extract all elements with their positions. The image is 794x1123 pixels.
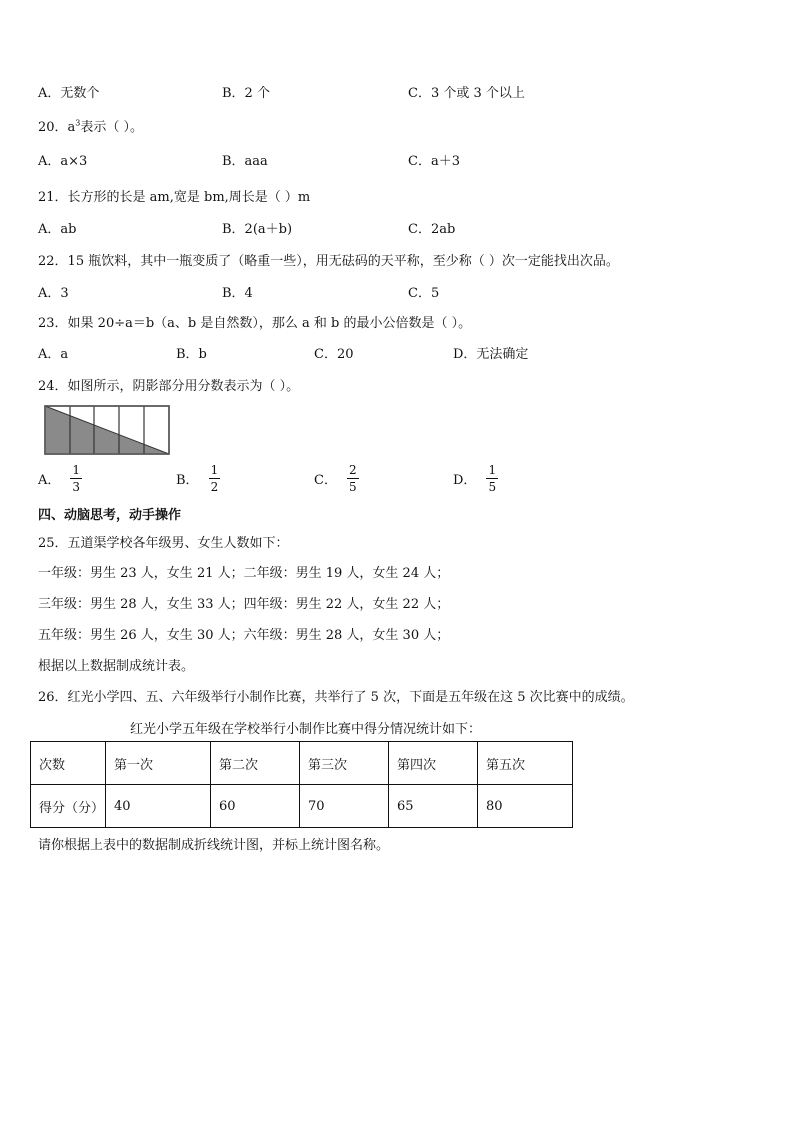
table-cell: 60 bbox=[211, 785, 300, 828]
section-title: 四、动脑思考，动手操作 bbox=[38, 508, 182, 523]
table-title: 红光小学五年级在学校举行小制作比赛中得分情况统计如下： bbox=[130, 722, 482, 737]
q22-option-a: A．3 bbox=[38, 286, 69, 301]
q25-data-line: 五年级：男生 26 人，女生 30 人；六年级：男生 28 人，女生 30 人； bbox=[38, 628, 450, 643]
q20-option-a: A．a×3 bbox=[38, 154, 88, 169]
table-cell: 65 bbox=[389, 785, 478, 828]
table-header-row bbox=[31, 742, 573, 785]
table-header-cell: 第五次 bbox=[478, 742, 573, 785]
q25-data-line: 一年级：男生 23 人，女生 21 人；二年级：男生 19 人，女生 24 人； bbox=[38, 566, 450, 581]
q21-option-b: B．2(a＋b) bbox=[222, 222, 293, 237]
q24-option-d: D． $\frac{1}{5}$ bbox=[453, 463, 497, 494]
q23-stem: 23．如果 20÷a＝b（a、b 是自然数），那么 a 和 b 的最小公倍数是（ ）。 bbox=[38, 316, 472, 331]
q22-option-b: B．4 bbox=[222, 286, 253, 301]
q23-option-b: B．b bbox=[176, 347, 207, 362]
table-cell: 80 bbox=[478, 785, 573, 828]
table-header-cell: 第三次 bbox=[300, 742, 389, 785]
q20-option-c: C．a＋3 bbox=[408, 154, 460, 169]
q22-stem: 22．15 瓶饮料，其中一瓶变质了（略重一些），用无砝码的天平称，至少称（ ）次一定能找出次品。 bbox=[38, 254, 619, 269]
table-cell: 得分（分） bbox=[31, 785, 106, 828]
q22-option-c: C．5 bbox=[408, 286, 440, 301]
q21-option-a: A．ab bbox=[38, 222, 77, 237]
q25-stem: 25．五道渠学校各年级男、女生人数如下： bbox=[38, 536, 289, 551]
q23-option-d: D．无法确定 bbox=[453, 347, 529, 362]
table-header-cell: 第四次 bbox=[389, 742, 478, 785]
q19-option-b: B．2 个 bbox=[222, 86, 270, 101]
q24-stem: 24．如图所示，阴影部分用分数表示为（ ）。 bbox=[38, 379, 300, 394]
q26-stem: 26．红光小学四、五、六年级举行小制作比赛，共举行了 5 次，下面是五年级在这 5 次比赛中的成绩。 bbox=[38, 690, 634, 705]
q21-option-c: C．2ab bbox=[408, 222, 456, 237]
table-cell: 40 bbox=[106, 785, 211, 828]
q25-data-line: 三年级：男生 28 人，女生 33 人；四年级：男生 22 人，女生 22 人； bbox=[38, 597, 450, 612]
score-table bbox=[30, 741, 573, 828]
q24-option-b: B． $\frac{1}{2}$ bbox=[176, 463, 219, 494]
q20-stem: 20．$a^3$表示（ ）。 bbox=[38, 118, 144, 135]
table-header-cell: 次数 bbox=[31, 742, 106, 785]
table-header-cell: 第二次 bbox=[211, 742, 300, 785]
q20-option-b: B．aaa bbox=[222, 154, 268, 169]
q23-option-c: C．20 bbox=[314, 347, 354, 362]
q24-option-c: C． $\frac{2}{5}$ bbox=[314, 463, 357, 494]
q25-instruction: 根据以上数据制成统计表。 bbox=[38, 659, 195, 674]
table-cell: 70 bbox=[300, 785, 389, 828]
q19-option-a: A．无数个 bbox=[38, 86, 100, 101]
shaded-rectangle-figure bbox=[44, 405, 170, 455]
q21-stem: 21．长方形的长是 am,宽是 bm,周长是（ ）m bbox=[38, 190, 311, 205]
q19-option-c: C．3 个或 3 个以上 bbox=[408, 86, 525, 101]
table-header-cell: 第一次 bbox=[106, 742, 211, 785]
q24-option-a: A． $\frac{1}{3}$ bbox=[38, 463, 81, 494]
q23-option-a: A．a bbox=[38, 347, 69, 362]
table-row bbox=[31, 785, 573, 828]
q26-instruction: 请你根据上表中的数据制成折线统计图，并标上统计图名称。 bbox=[38, 838, 390, 853]
